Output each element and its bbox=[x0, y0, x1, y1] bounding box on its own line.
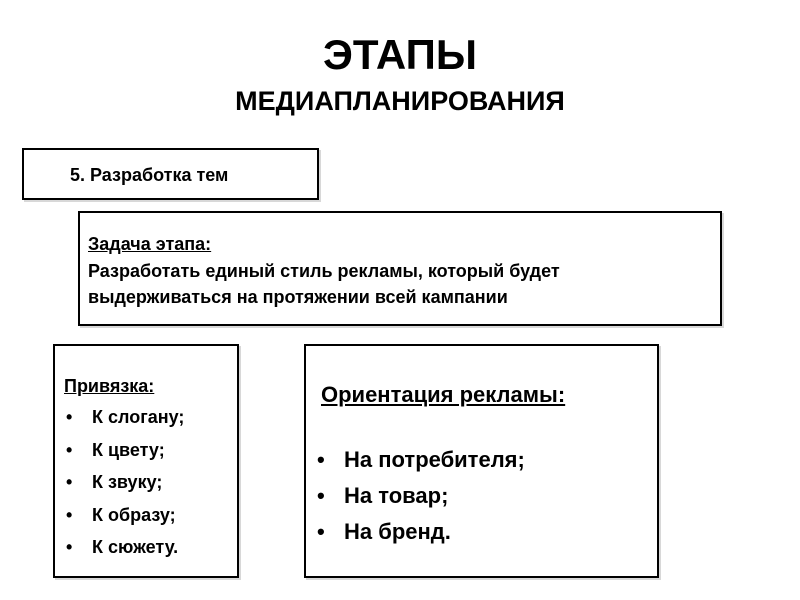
binding-item: • К звуку; bbox=[55, 467, 184, 500]
binding-item: • К цвету; bbox=[55, 435, 184, 468]
binding-item: • К сюжету. bbox=[55, 532, 184, 565]
task-text: Разработать единый стиль рекламы, который будет выдерживаться на протяжении всей кампании bbox=[88, 261, 560, 307]
orientation-item: • На бренд. bbox=[306, 515, 525, 551]
orientation-box bbox=[304, 344, 659, 578]
binding-item: • К образу; bbox=[55, 500, 184, 533]
stage-label: 5. Разработка тем bbox=[70, 165, 229, 185]
binding-heading: Привязка: bbox=[64, 376, 155, 396]
binding-box bbox=[53, 344, 239, 578]
binding-item: • К слогану; bbox=[55, 402, 184, 435]
binding-list bbox=[55, 402, 184, 565]
stage-box bbox=[22, 148, 319, 200]
orientation-item: • На потребителя; bbox=[306, 443, 525, 479]
task-box bbox=[78, 211, 722, 326]
orientation-item: • На товар; bbox=[306, 479, 525, 515]
orientation-heading: Ориентация рекламы: bbox=[321, 382, 566, 407]
task-heading: Задача этапа: bbox=[88, 234, 212, 254]
page-subtitle: МЕДИАПЛАНИРОВАНИЯ bbox=[235, 86, 565, 116]
page-title: ЭТАПЫ bbox=[323, 31, 477, 78]
orientation-list bbox=[306, 443, 525, 551]
